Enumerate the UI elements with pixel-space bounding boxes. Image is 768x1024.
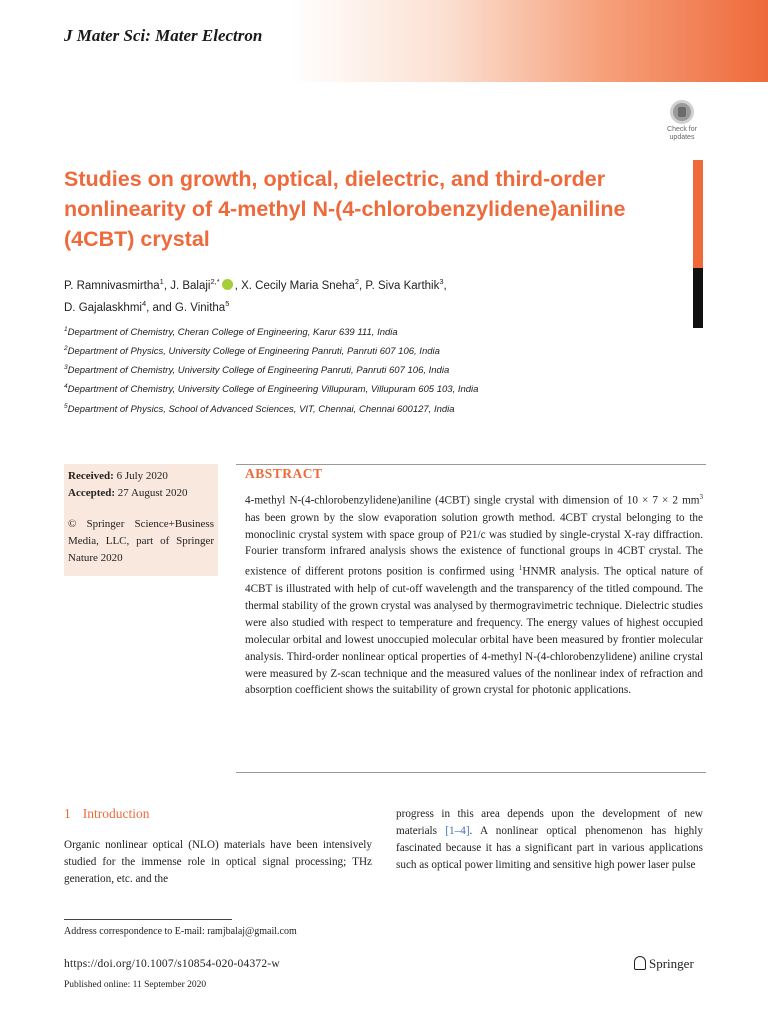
check-for-updates-badge[interactable] [664,100,700,142]
publisher-logo [634,956,694,972]
intro-text: progress in this area depends upon the development of new materials [396,808,703,837]
correspondence-address: Address correspondence to E-mail: ramjbalaj@gmail.com [64,926,297,937]
intro-text: . A nonlinear optical phenomenon has highly fascinated because it has a significant part in various applications such as optical power limiting and sensitive high power laser pulse [396,824,703,871]
accepted-label: Accepted: [68,487,116,499]
author-text: , X. Cecily Maria Sneha [234,279,355,292]
crossmark-icon [670,100,694,124]
author-text: D. Gajalaskhmi [64,301,142,314]
affiliation-text: Department of Chemistry, University College of Engineering Villupuram, Villupuram 605 103, India [67,384,479,396]
affiliation-text: Department of Physics, School of Advanced Sciences, VIT, Chennai, Chennai 600127, India [67,403,455,415]
affiliation-item [64,399,684,418]
intro-right-column [396,806,703,874]
abstract-sup: 1 [518,564,523,573]
affiliation-item [64,379,684,398]
received-value: 6 July 2020 [116,470,168,482]
article-info [64,466,218,569]
author-sup: 2 [354,277,360,286]
crossmark-line2: updates [669,134,695,141]
section-number: 1 [64,806,71,821]
affiliations [64,322,684,418]
springer-horse-icon [634,956,646,970]
side-accent-black [693,268,703,328]
author-text: , and G. Vinitha [146,301,226,314]
received-label: Received: [68,470,114,482]
side-accent-orange [693,160,703,268]
journal-name: J Mater Sci: Mater Electron [64,26,263,45]
affiliation-text: Department of Physics, University College of Engineering Panruti, Panruti 607 106, India [67,346,440,358]
orcid-icon[interactable] [222,279,233,290]
crossmark-label [664,126,700,142]
footnote-rule [64,919,232,920]
abstract-rule-bottom [236,772,706,773]
affiliation-item [64,341,684,360]
section-title: Introduction [82,806,150,821]
author-text: , J. Balaji [163,279,211,292]
author-list: P. Ramnivasmirtha$^1$, J. Balaji$^{2,*}$ , X. Cecily Maria Sneha$^2$, P. Siva Karthik$^3$, D. Gajalaskhmi$^4$, and G. Vinitha$^5$ [64,277,447,314]
abstract-sup: 3 [699,493,703,501]
affiliation-num: 1 [64,326,68,333]
abstract-text: 4-methyl N-(4-chlorobenzylidene)aniline (4CBT) single crystal with dimension of 10 × 7 × 2 mm [245,494,700,507]
author-sup: 1 [159,277,164,286]
affiliation-num: 4 [64,383,68,391]
author-sup: 2,* [210,277,220,286]
author-text: , P. Siva Karthik [359,279,440,292]
author-sup: 5 [225,298,230,308]
author-text: P. Ramnivasmirtha [64,279,160,292]
abstract-text: has been grown by the slow evaporation solution growth method. 4CBT crystal belonging to the monoclinic crystal system with space group of P21/c was studied by single-crystal X-ray diffraction. Fourier transform infrared analysis shows the existence of functional groups in 4CBT crystal. The existence of different protons position is confirmed using [245,511,703,579]
section-heading-introduction [64,806,150,822]
copyright-notice: © Springer Science+Business Media, LLC, part of Springer Nature 2020 [68,518,214,564]
citation-link[interactable]: [1–4] [445,824,470,837]
author-sup: 3 [439,277,444,286]
accepted-date [68,485,214,502]
abstract-rule-top [236,464,706,465]
affiliation-item [64,322,684,341]
abstract-text: HNMR analysis. The optical nature of 4CBT is illustrated with help of cut-off wavelength and the transparency of the titled compound. The thermal stability of the grown crystal was analysed by thermogravimetric technique. Dielectric studies were also studied with respect to temperature and frequency. The energy values of highest occupied molecular orbital and lowest unoccupied molecular orbital have been measured by frontier molecular analysis. Third-order nonlinear optical properties of 4-methyl N-(4-chlorobenzylidene) aniline crystal were measured by Z-scan technique and the measured values of the nonlinear index of refraction and absorption coefficient shows the suitability of grown crystal for photonic applications. [245,566,703,697]
affiliation-num: 3 [64,364,68,372]
affiliation-item [64,360,684,379]
affiliation-text: Department of Chemistry, Cheran College of Engineering, Karur 639 111, India [67,327,398,339]
affiliation-text: Department of Chemistry, University College of Engineering Panruti, Panruti 607 106, India [67,365,450,377]
affiliation-num: 5 [64,402,68,410]
affiliation-num: 2 [64,345,68,353]
publisher-name: Springer [649,956,694,971]
received-date [68,468,214,485]
author-sup: 4 [141,298,147,308]
abstract-heading: ABSTRACT [245,466,323,481]
intro-left-column: Organic nonlinear optical (NLO) materials have been intensively studied for the immense role in optical signal processing; THz generation, etc. and the [64,839,372,885]
published-date: Published online: 11 September 2020 [64,980,207,990]
crossmark-line1: Check for [667,126,697,133]
accepted-value: 27 August 2020 [117,487,188,499]
abstract-body [245,489,703,699]
doi-link[interactable]: https://doi.org/10.1007/s10854-020-04372-w [64,958,280,970]
article-title: Studies on growth, optical, dielectric, and third-order nonlinearity of 4-methyl N-(4-chlorobenzylidene)aniline (4CBT) crystal [64,167,626,251]
